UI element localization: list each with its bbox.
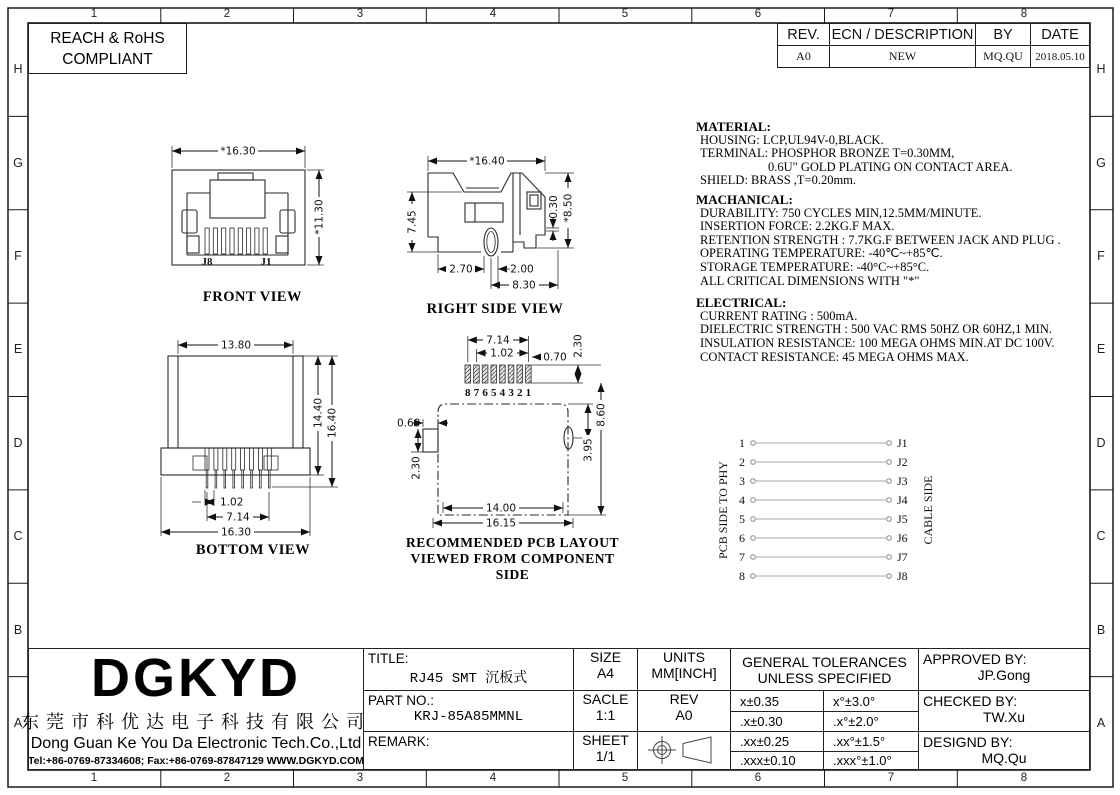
pad-number: 2 bbox=[516, 387, 523, 399]
grid-col-label: 7 bbox=[887, 772, 895, 784]
approved-cell bbox=[918, 648, 1090, 691]
grid-col-label: 1 bbox=[90, 772, 98, 784]
grid-row-label: F bbox=[1097, 249, 1105, 263]
units-value: MM[INCH] bbox=[651, 665, 717, 681]
company-logo: DGKYD bbox=[90, 648, 301, 708]
front-pin-j8: J8 bbox=[201, 256, 213, 268]
grid-col-label: 8 bbox=[1020, 8, 1028, 20]
grid-row-label: E bbox=[1096, 342, 1106, 356]
wiring-contact: J5 bbox=[897, 512, 908, 526]
remark-cell bbox=[363, 731, 574, 770]
material-heading: MATERIAL: bbox=[696, 119, 771, 134]
wiring-pin: 7 bbox=[739, 550, 745, 564]
compliance-line2: COMPLIANT bbox=[62, 50, 153, 68]
pcb-pads bbox=[465, 365, 531, 383]
pad-number: 8 bbox=[465, 387, 471, 399]
grid-col-label: 4 bbox=[489, 772, 497, 784]
wiring-pin: 8 bbox=[739, 569, 745, 583]
wiring-pin: 3 bbox=[739, 474, 745, 488]
note-line: HOUSING: LCP,UL94V-0,BLACK. bbox=[700, 132, 884, 147]
grid-row-label: G bbox=[1096, 156, 1106, 170]
designed-label: DESIGND BY: bbox=[923, 734, 1013, 750]
size-cell bbox=[573, 648, 638, 691]
approved-value: JP.Gong bbox=[977, 667, 1031, 683]
dim-pcb-pad-len: 2.30 bbox=[572, 334, 585, 358]
grid-row-label: C bbox=[13, 529, 23, 543]
dim-right-a: 2.70 bbox=[449, 263, 473, 276]
size-value: A4 bbox=[596, 665, 615, 681]
right-side-view-caption: RIGHT SIDE VIEW bbox=[426, 301, 564, 317]
compliance-line1: REACH & RoHS bbox=[50, 29, 165, 47]
note-line: 0.6U" GOLD PLATING ON CONTACT AREA. bbox=[768, 159, 1013, 174]
note-line: OPERATING TEMPERATURE: -40℃~+85℃. bbox=[700, 246, 943, 261]
title-label: TITLE: bbox=[368, 651, 409, 666]
date-value: 2018.05.10 bbox=[1030, 45, 1090, 68]
pcb-layout-caption bbox=[395, 535, 630, 583]
compliance-badge bbox=[28, 23, 187, 74]
checked-label: CHECKED BY: bbox=[923, 693, 1018, 709]
date-header: DATE bbox=[1030, 23, 1090, 46]
scale-cell bbox=[573, 690, 638, 732]
dim-pcb-pad-w: 0.70 bbox=[543, 351, 567, 364]
designed-value: MQ.Qu bbox=[981, 750, 1027, 766]
grid-col-label: 7 bbox=[887, 8, 895, 20]
grid-row-label: G bbox=[13, 156, 23, 170]
grid-row-label: H bbox=[1096, 62, 1106, 76]
grid-row-label: F bbox=[14, 249, 22, 263]
note-line: INSERTION FORCE: 2.2KG.F MAX. bbox=[700, 219, 895, 234]
grid-row-label: A bbox=[13, 716, 23, 730]
front-view-caption: FRONT VIEW bbox=[202, 289, 303, 305]
title-value: RJ45 SMT 沉板式 bbox=[409, 671, 528, 687]
front-contacts bbox=[205, 228, 267, 254]
company-name-cn: 东莞市科优达电子科技有限公司 bbox=[21, 712, 371, 732]
grid-col-label: 3 bbox=[356, 772, 364, 784]
rev-header: REV. bbox=[777, 23, 830, 46]
pad-number: 5 bbox=[491, 387, 497, 399]
dim-pcb-right2: 3.95 bbox=[582, 438, 595, 462]
title-cell bbox=[363, 648, 574, 691]
revision-table bbox=[777, 23, 1090, 68]
scale-label: SACLE bbox=[582, 691, 629, 707]
pcb-caption-line1: RECOMMENDED PCB LAYOUT bbox=[405, 535, 619, 550]
tolerances-header-line2: UNLESS SPECIFIED bbox=[757, 669, 892, 686]
scale-value: 1:1 bbox=[595, 707, 616, 723]
part-no-label: PART NO.: bbox=[368, 693, 435, 708]
dim-right-width: *16.40 bbox=[469, 155, 505, 168]
grid-col-label: 5 bbox=[621, 772, 629, 784]
wiring-contact: J2 bbox=[897, 455, 908, 469]
bottom-view-caption: BOTTOM VIEW bbox=[195, 542, 311, 558]
note-line: TERMINAL: PHOSPHOR BRONZE T=0.30MM, bbox=[700, 146, 955, 161]
grid-row-label: C bbox=[1096, 529, 1106, 543]
wiring-pin: 5 bbox=[739, 512, 745, 526]
mechanical-heading: MACHANICAL: bbox=[696, 191, 793, 207]
wiring-right-label: CABLE SIDE bbox=[921, 475, 935, 545]
tolerance-value: .xxx°±1.0° bbox=[823, 751, 919, 770]
dim-pcb-total: 16.15 bbox=[485, 517, 517, 530]
rev-cell bbox=[637, 690, 731, 732]
spec-notes bbox=[696, 120, 1096, 364]
note-line: DURABILITY: 750 CYCLES MIN,12.5MM/MINUTE. bbox=[700, 205, 982, 220]
checked-cell bbox=[918, 690, 1090, 732]
tolerances-header-line1: GENERAL TOLERANCES bbox=[742, 653, 907, 670]
rev-value: A0 bbox=[777, 45, 830, 68]
dim-pcb-pitch: 1.02 bbox=[490, 347, 514, 360]
dim-bottom-pitch: 1.02 bbox=[220, 496, 244, 509]
grid-col-label: 3 bbox=[356, 8, 364, 20]
remark-label: REMARK: bbox=[368, 734, 430, 749]
wiring-pin: 4 bbox=[739, 493, 745, 507]
units-label: UNITS bbox=[663, 649, 705, 665]
wiring-contact: J8 bbox=[897, 569, 908, 583]
wiring-diagram bbox=[695, 428, 950, 590]
tolerance-value: x±0.35 bbox=[730, 690, 824, 712]
dim-right-b: 2.00 bbox=[510, 263, 534, 276]
dim-right-thickness: 0.30 bbox=[548, 195, 560, 219]
right-side-view-drawing bbox=[400, 145, 615, 297]
dim-bottom-span: 7.14 bbox=[226, 511, 250, 524]
grid-row-label: E bbox=[13, 342, 23, 356]
pcb-caption-line2: VIEWED FROM COMPONENT SIDE bbox=[410, 551, 615, 582]
projection-symbol-icon bbox=[638, 732, 730, 769]
sheet-label: SHEET bbox=[582, 732, 629, 748]
projection-cell bbox=[637, 731, 731, 770]
tolerance-value: .x°±2.0° bbox=[823, 711, 919, 732]
wiring-pin: 6 bbox=[739, 531, 745, 545]
wiring-contact: J1 bbox=[897, 436, 908, 450]
company-contact: Tel:+86-0769-87334608; Fax:+86-0769-87847129 WWW.DGKYD.COM bbox=[28, 755, 364, 767]
rev-value: A0 bbox=[675, 707, 693, 723]
dim-pcb-span: 7.14 bbox=[486, 334, 510, 347]
dim-bottom-top: 13.80 bbox=[220, 339, 252, 352]
part-no-cell bbox=[363, 690, 574, 732]
note-line: CURRENT RATING : 500mA. bbox=[700, 308, 858, 323]
note-line: ALL CRITICAL DIMENSIONS WITH "*" bbox=[700, 273, 920, 288]
grid-col-label: 8 bbox=[1020, 772, 1028, 784]
front-pin-j1: J1 bbox=[260, 256, 272, 268]
tolerance-value: .xx°±1.5° bbox=[823, 731, 919, 752]
ecn-value: NEW bbox=[829, 45, 976, 68]
pad-number: 1 bbox=[525, 387, 532, 399]
part-no-value: KRJ-85A85MMNL bbox=[413, 709, 524, 725]
pad-number: 3 bbox=[508, 387, 514, 399]
wiring-pin: 2 bbox=[739, 455, 745, 469]
wiring-contact: J3 bbox=[897, 474, 908, 488]
tolerance-value: .x±0.30 bbox=[730, 711, 824, 732]
grid-row-label: A bbox=[1096, 716, 1106, 730]
dim-pcb-body: 14.00 bbox=[485, 502, 517, 515]
units-cell bbox=[637, 648, 731, 691]
note-line: INSULATION RESISTANCE: 100 MEGA OHMS MIN.AT DC 100V. bbox=[700, 335, 1055, 350]
note-line: RETENTION STRENGTH : 7.7KG.F BETWEEN JACK AND PLUG . bbox=[700, 232, 1061, 247]
dim-front-height: *11.30 bbox=[313, 199, 326, 235]
grid-row-label: B bbox=[13, 623, 23, 637]
pad-number: 7 bbox=[473, 387, 480, 399]
grid-row-label: H bbox=[13, 62, 23, 76]
grid-col-label: 6 bbox=[754, 772, 762, 784]
dim-bottom-width: 16.30 bbox=[220, 526, 252, 539]
sheet-cell bbox=[573, 731, 638, 770]
tolerances-header bbox=[730, 648, 919, 691]
note-line: SHIELD: BRASS ,T=0.20mm. bbox=[700, 173, 857, 188]
ecn-header: ECN / DESCRIPTION bbox=[829, 23, 976, 46]
tolerance-value: x°±3.0° bbox=[823, 690, 919, 712]
sheet-value: 1/1 bbox=[595, 748, 616, 764]
grid-col-label: 2 bbox=[223, 772, 231, 784]
company-name-en: Dong Guan Ke You Da Electronic Tech.Co.,Ltd bbox=[30, 735, 362, 752]
note-line: DIELECTRIC STRENGTH : 500 VAC RMS 50HZ OR 60HZ,1 MIN. bbox=[700, 322, 1052, 337]
bottom-pins bbox=[205, 448, 271, 488]
grid-col-label: 1 bbox=[90, 8, 98, 20]
note-line: CONTACT RESISTANCE: 45 MEGA OHMS MAX. bbox=[700, 349, 969, 364]
company-block bbox=[21, 648, 371, 770]
dim-right-height: *8.50 bbox=[562, 193, 575, 223]
by-header: BY bbox=[975, 23, 1031, 46]
size-label: SIZE bbox=[589, 649, 622, 665]
title-block bbox=[21, 648, 1090, 770]
approved-label: APPROVED BY: bbox=[923, 651, 1027, 667]
designed-cell bbox=[918, 731, 1090, 770]
grid-row-label: D bbox=[1096, 436, 1106, 450]
dim-pcb-post-w: 0.60 bbox=[397, 417, 421, 430]
pad-number: 6 bbox=[482, 387, 488, 399]
dim-bottom-h2: 16.40 bbox=[326, 407, 339, 439]
by-value: MQ.QU bbox=[975, 45, 1031, 68]
wiring-pin: 1 bbox=[739, 436, 745, 450]
pcb-layout-drawing bbox=[395, 332, 630, 534]
grid-col-label: 6 bbox=[754, 8, 762, 20]
note-line: STORAGE TEMPERATURE: -40°C~+85°C. bbox=[700, 259, 930, 274]
front-view-drawing bbox=[150, 133, 355, 293]
grid-col-label: 4 bbox=[489, 8, 497, 20]
grid-col-label: 2 bbox=[223, 8, 231, 20]
rev-label: REV bbox=[669, 691, 699, 707]
wiring-left-label: PCB SIDE TO PHY bbox=[716, 461, 730, 559]
dim-right-c: 8.30 bbox=[512, 279, 536, 292]
grid-col-label: 5 bbox=[621, 8, 629, 20]
dim-pcb-right1: 8.60 bbox=[595, 403, 608, 427]
wiring-contact: J7 bbox=[897, 550, 908, 564]
electrical-heading: ELECTRICAL: bbox=[696, 295, 787, 311]
grid-row-label: D bbox=[13, 436, 23, 450]
bottom-view-drawing bbox=[148, 335, 358, 540]
checked-value: TW.Xu bbox=[982, 709, 1025, 725]
dim-pcb-post-h: 2.30 bbox=[410, 456, 423, 480]
dim-front-width: *16.30 bbox=[220, 145, 256, 158]
pad-number: 4 bbox=[499, 387, 506, 399]
grid-row-label: B bbox=[1096, 623, 1106, 637]
dim-bottom-h1: 14.40 bbox=[312, 397, 325, 429]
wiring-contact: J4 bbox=[897, 493, 908, 507]
wiring-contact: J6 bbox=[897, 531, 908, 545]
tolerance-value: .xxx±0.10 bbox=[730, 751, 824, 770]
dim-right-depth: 7.45 bbox=[406, 210, 419, 234]
tolerance-value: .xx±0.25 bbox=[730, 731, 824, 752]
